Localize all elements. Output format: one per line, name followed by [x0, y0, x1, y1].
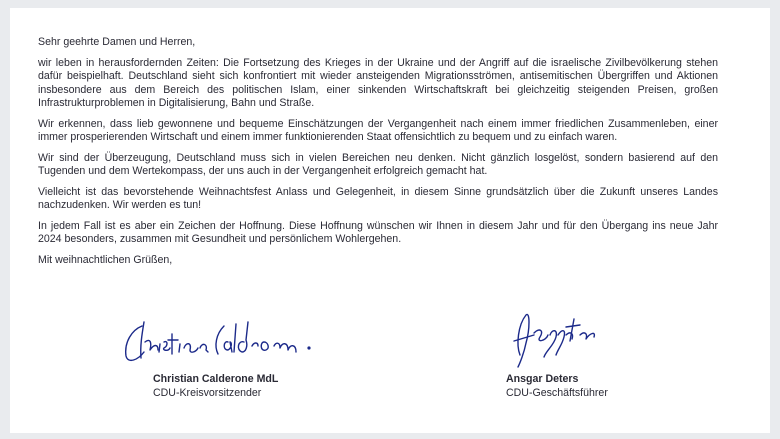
paragraph-5: In jedem Fall ist es aber ein Zeichen der Hoffnung. Diese Hoffnung wünschen wir Ihnen in diesem Jahr und für den Übergang ins neue Jahr 2024 besonders, zusammen mit Gesundheit und persönlichem Wohlergehen. [38, 219, 718, 246]
paragraph-3: Wir sind der Überzeugung, Deutschland muss sich in vielen Bereichen neu denken. Nicht gänzlich losgelöst, sondern basierend auf den Tugenden und dem Wertekompass, der uns auch in der Vergangenheit erfolgreich gemacht hat. [38, 151, 718, 178]
signature-deters [500, 305, 610, 375]
signature-calderone [112, 312, 342, 372]
salutation: Sehr geehrte Damen und Herren, [38, 36, 196, 48]
closing: Mit weihnachtlichen Grüßen, [38, 253, 173, 266]
signatory-left [153, 372, 278, 400]
letter-body [38, 36, 718, 274]
signatory-right [506, 372, 608, 400]
paragraph-1: wir leben in herausfordernden Zeiten: Die Fortsetzung des Krieges in der Ukraine und der Angriff auf die israelische Zivilbevölkerung stehen dafür beispielhaft. Deutschland sieht sich konfrontiert mit wieder ansteigenden Migrationsströmen, antisemitischen Übergriffen und Aktionen insbesondere aus dem Bereich des politischen Islam, einer sinkenden Wirtschaftskraft bei gleichzeitig steigenden Preisen, großen Infrastrukturproblemen in Digitalisierung, Bahn und Straße. [38, 56, 718, 110]
signatory-name: Christian Calderone MdL [153, 373, 279, 385]
signatory-name: Ansgar Deters [506, 373, 579, 385]
paragraph-4: Vielleicht ist das bevorstehende Weihnachtsfest Anlass und Gelegenheit, in diesem Sinne grundsätzlich über die Zukunft unseres Landes nachzudenken. Wir werden es tun! [38, 185, 718, 212]
signatory-role: CDU-Geschäftsführer [506, 387, 608, 399]
signatory-role: CDU-Kreisvorsitzender [153, 387, 262, 399]
paragraph-2: Wir erkennen, dass lieb gewonnene und bequeme Einschätzungen der Vergangenheit nach einem immer friedlichen Zusammenleben, einer immer prosperierenden Wirtschaft und einem immer funktionierenden Staat offensichtlich zu bequem und zu einfach waren. [38, 117, 718, 144]
